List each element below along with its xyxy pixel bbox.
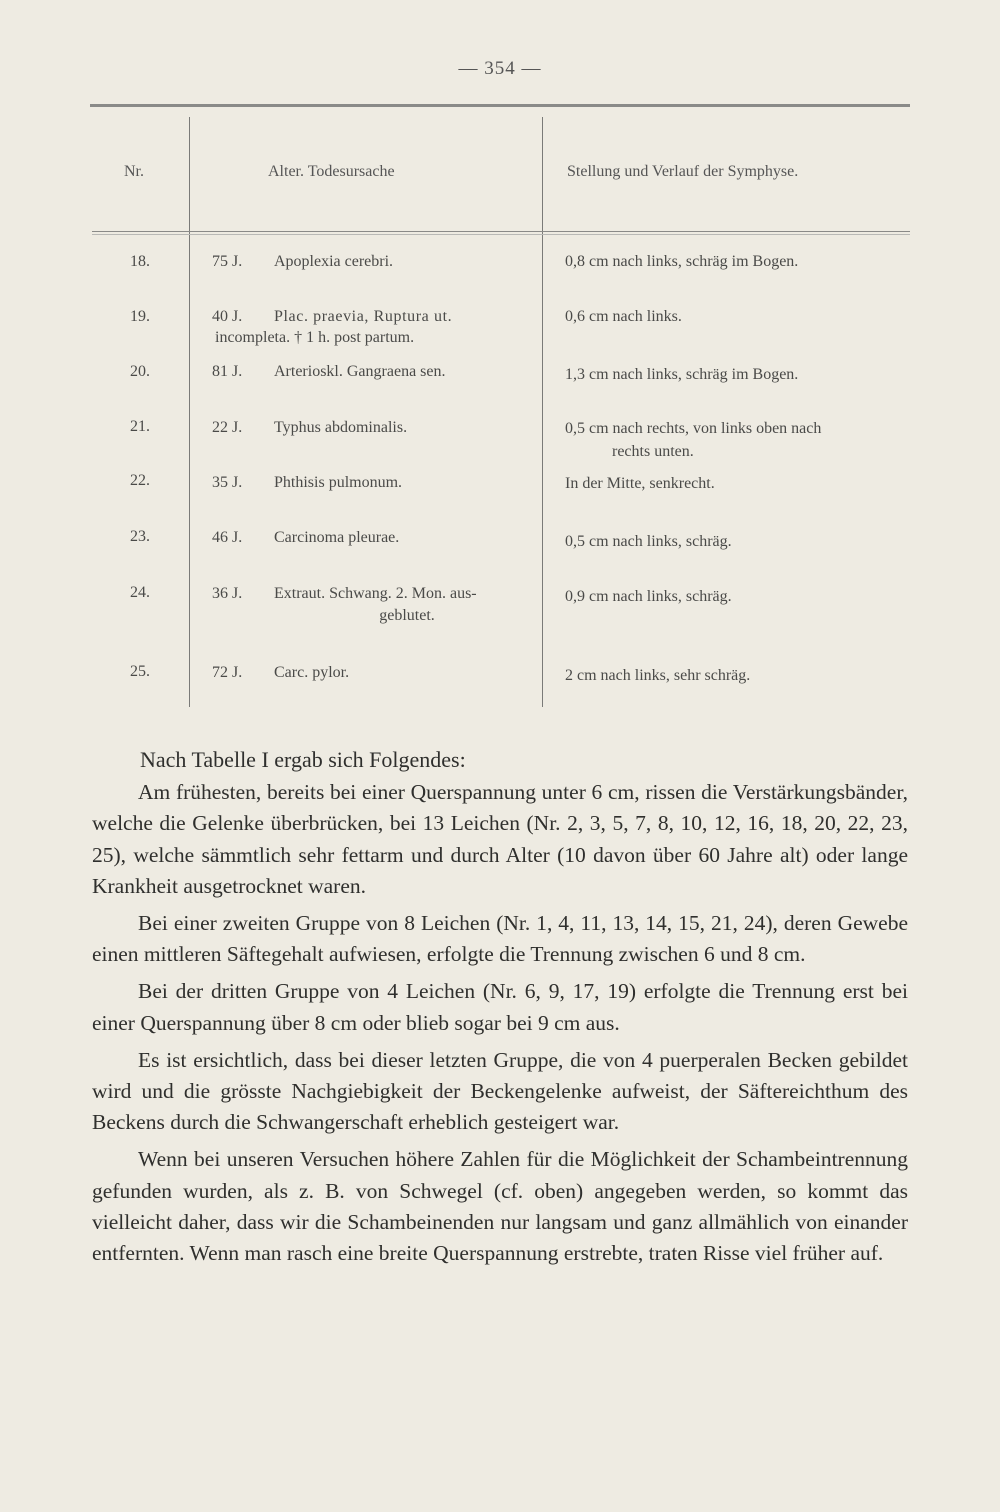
row-alter: 46 J. bbox=[212, 529, 243, 546]
row-nr: 25. bbox=[130, 663, 150, 680]
row-nr: 22. bbox=[130, 472, 150, 489]
row-alter: 40 J. bbox=[212, 308, 243, 325]
row-alter: 35 J. bbox=[212, 474, 243, 491]
paragraph-1: Am frühesten, bereits bei einer Querspannung unter 6 cm, rissen die Verstärkungsbänder, welche die Gelenke überbrücken, bei 13 Leichen (Nr. 2, 3, 5, 7, 8, 10, 12, 16, 18, 20, 22, 23, 25), welche sämmtlich sehr fettarm und durch Alter (10 davon über 60 Jahre alt) oder lange Krankheit ausgetrocknet waren. bbox=[92, 780, 908, 898]
row-cause: Typhus abdominalis. bbox=[274, 419, 408, 436]
row-nr: 24. bbox=[130, 584, 150, 601]
row-cause: Extraut. Schwang. 2. Mon. aus- bbox=[274, 585, 477, 602]
row-position-continued: rechts unten. bbox=[612, 443, 694, 460]
row-cause: Plac. praevia, Ruptura ut. bbox=[274, 308, 453, 325]
row-alter: 22 J. bbox=[212, 419, 243, 436]
paragraph-5: Wenn bei unseren Versuchen höhere Zahlen für die Möglichkeit der Schambeintrennung gefunden wurden, als z. B. von Schwegel (cf. oben) angegeben werden, so kommt das vielleicht daher, dass wir die Schambeinenden nur langsam und ganz allmählich von einander entfernten. Wenn man rasch eine breite Querspannung erstrebte, traten Risse viel früher auf. bbox=[92, 1147, 908, 1266]
table-column-divider-2 bbox=[542, 117, 543, 707]
row-cause: Carcinoma pleurae. bbox=[274, 529, 400, 546]
paragraph-4: Es ist ersichtlich, dass bei dieser letzten Gruppe, die von 4 puerperalen Becken gebildet wird und die grösste Nachgiebigkeit der Beckengelenke aufweist, der Säftereichthum des Beckens durch die Schwangerschaft erheblich gesteigert war. bbox=[92, 1047, 908, 1135]
table-header-rule bbox=[92, 231, 910, 232]
symphysis-table bbox=[0, 0, 1000, 710]
row-cause: Phthisis pulmonum. bbox=[274, 474, 403, 491]
row-position: 0,9 cm nach links, schräg. bbox=[565, 588, 732, 605]
row-position: 0,5 cm nach rechts, von links oben nach bbox=[565, 420, 822, 437]
row-cause: Apoplexia cerebri. bbox=[274, 253, 394, 270]
paragraph-2: Bei einer zweiten Gruppe von 8 Leichen (Nr. 1, 4, 11, 13, 14, 15, 21, 24), deren Gewebe einen mittleren Säftegehalt aufwiesen, erfolgte die Trennung zwischen 6 und 8 cm. bbox=[92, 911, 908, 967]
row-cause-continued: incompleta. † 1 h. post partum. bbox=[215, 329, 415, 346]
row-nr: 21. bbox=[130, 418, 150, 435]
row-position: 0,6 cm nach links. bbox=[565, 308, 682, 325]
page-number: — 354 — bbox=[458, 58, 542, 79]
row-cause: Carc. pylor. bbox=[274, 664, 350, 681]
row-cause-continued: geblutet. bbox=[379, 607, 435, 624]
row-alter: 81 J. bbox=[212, 363, 243, 380]
row-alter: 72 J. bbox=[212, 664, 243, 681]
row-position: 2 cm nach links, sehr schräg. bbox=[565, 667, 751, 684]
row-position: 0,8 cm nach links, schräg im Bogen. bbox=[565, 253, 799, 270]
row-alter: 36 J. bbox=[212, 585, 243, 602]
paragraph-3: Bei der dritten Gruppe von 4 Leichen (Nr. 6, 9, 17, 19) erfolgte die Trennung erst bei einer Querspannung über 8 cm oder blieb sogar bei 9 cm aus. bbox=[92, 979, 908, 1035]
row-alter: 75 J. bbox=[212, 253, 243, 270]
table-column-divider-1 bbox=[189, 117, 190, 707]
header-nr: Nr. bbox=[124, 163, 144, 180]
header-alter-todesursache: Alter. Todesursache bbox=[268, 163, 395, 180]
lead-sentence: Nach Tabelle I ergab sich Folgendes: bbox=[140, 747, 466, 772]
body-text bbox=[92, 744, 908, 1269]
row-position: 1,3 cm nach links, schräg im Bogen. bbox=[565, 366, 799, 383]
row-position: 0,5 cm nach links, schräg. bbox=[565, 533, 732, 550]
row-position: In der Mitte, senkrecht. bbox=[565, 475, 715, 492]
row-nr: 20. bbox=[130, 363, 150, 380]
row-cause: Arterioskl. Gangraena sen. bbox=[274, 363, 446, 380]
header-stellung: Stellung und Verlauf der Symphyse. bbox=[567, 163, 799, 180]
row-nr: 18. bbox=[130, 253, 150, 270]
row-nr: 19. bbox=[130, 308, 150, 325]
row-nr: 23. bbox=[130, 528, 150, 545]
